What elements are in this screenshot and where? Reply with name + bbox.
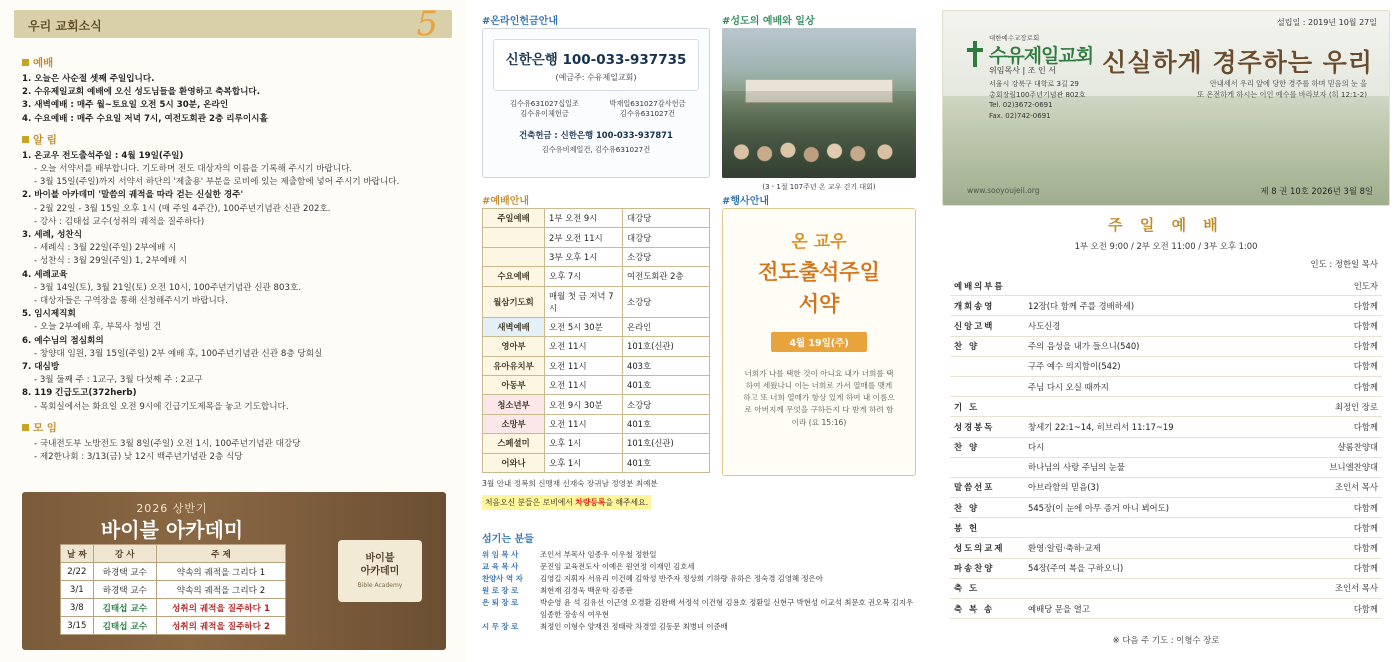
academy-cell: 성취의 궤적을 질주하다 1: [156, 599, 285, 617]
academy-row: [61, 581, 286, 599]
order-item-person: 다함께: [1296, 498, 1382, 518]
order-item-name: 예배의부름: [950, 276, 1024, 296]
servant-role: 시 무 장 로: [482, 621, 519, 631]
academy-seal-sub: Bible Academy: [357, 582, 403, 589]
news-subitem: - 목회실에서는 화요일 오전 9시에 긴급기도제목을 놓고 기도합니다.: [34, 401, 289, 412]
news-item: 2. 바이블 아카데미 '말씀의 궤적을 따라 걷는 신실한 경주': [22, 190, 244, 201]
worship-row: [483, 228, 710, 247]
notice-keyword: 차량등록: [575, 497, 606, 507]
notice-suffix: 을 해주세요.: [605, 497, 649, 507]
order-item-person: 브니엘찬양대: [1296, 457, 1382, 477]
order-item-name: 축 복 송: [950, 599, 1024, 619]
order-row: [950, 538, 1382, 558]
photo-caption: (3ㆍ1절 107주년 온 교우 걷기 대회): [762, 183, 876, 191]
servant-names: 조인서 부목사 임종우 이우철 정한일: [540, 550, 657, 559]
order-item-detail: 구주 예수 의지함이(542): [1024, 356, 1296, 376]
order-item-person: 다함께: [1296, 316, 1382, 336]
servant-role: 은 퇴 장 로: [482, 598, 519, 608]
academy-cell: 김태섭 교수: [93, 617, 156, 635]
worship-time: 오전 11시: [545, 376, 623, 395]
worship-time: 오전 9시 30분: [545, 395, 623, 414]
worship-place: 401호: [623, 453, 710, 472]
order-item-detail: 545장(이 눈에 아무 증거 아니 뵈어도): [1024, 498, 1296, 518]
order-item-detail: [1024, 518, 1296, 538]
service-leader: 인도 : 정한일 목사: [1310, 259, 1378, 269]
next-week-prayer: ※ 다음 주 기도 : 이형수 장로: [1112, 635, 1220, 645]
worship-name: [483, 247, 545, 266]
news-item: 1. 온교우 전도출석주일 : 4월 19일(주일): [22, 150, 184, 161]
church-website: www.sooyoujeil.org: [967, 186, 1040, 195]
order-row: [950, 498, 1382, 518]
order-item-name: 찬 양: [950, 498, 1024, 518]
event-date-badge: 4월 19일(주): [771, 332, 867, 352]
worship-place: 소강당: [623, 395, 710, 414]
congregation-photo: [722, 28, 916, 178]
column-order-of-service: [932, 0, 1400, 662]
news-item: 1. 오늘은 사순절 셋째 주일입니다.: [22, 74, 155, 84]
worship-row: [483, 395, 710, 414]
bible-academy-box: [22, 492, 446, 650]
news-subitem: - 3월 15일(주일)까지 서약서 하단의 '제출용' 부분을 로비에 있는 제출함에 넣어 주시기 바랍니다.: [34, 177, 400, 188]
order-item-person: 최정인 장로: [1296, 397, 1382, 417]
order-item-detail: 54장(주여 복을 구하오니): [1024, 558, 1296, 578]
news-subitem: - 제2한나회 : 3/13(금) 낮 12시 백주년기념관 2층 식당: [34, 452, 243, 463]
first-visitor-notice: [482, 495, 651, 510]
servant-names: 최현재 김경욱 백운학 김종판: [540, 586, 633, 596]
order-row: [950, 376, 1382, 396]
worship-time: 2부 오전 11시: [545, 228, 623, 247]
worship-time: 오전 5시 30분: [545, 317, 623, 336]
academy-row: [61, 617, 286, 635]
worship-row: [483, 356, 710, 375]
worship-place: 소강당: [623, 286, 710, 317]
event-line-1: 온 교우: [791, 232, 847, 252]
worship-row: [483, 267, 710, 286]
news-section-title: 예배: [22, 55, 452, 70]
notice-prefix: 처음오신 분들은 로비에서: [485, 497, 576, 507]
worship-time: 오후 1시: [545, 434, 623, 453]
worship-schedule-table: [482, 208, 710, 473]
worship-name: 주일예배: [483, 209, 545, 228]
bank-info-box: [482, 28, 710, 178]
building-fund-sub: 김수유비제일건, 김수유631027건: [541, 145, 651, 155]
worship-time: 오전 11시: [545, 414, 623, 433]
senior-pastor: 위임목사 | 조 인 서: [989, 66, 1056, 75]
order-row: [950, 316, 1382, 336]
order-item-person: 다함께: [1296, 336, 1382, 356]
event-line-2: 전도출석주일: [758, 260, 880, 284]
news-item: 8. 119 긴급도고(372herb): [22, 388, 137, 399]
academy-seal: 바이블 아카데미 Bible Academy: [338, 540, 422, 602]
worship-place: 여전도회관 2층: [623, 267, 710, 286]
order-item-person: 다함께: [1296, 558, 1382, 578]
news-item: 3. 세례, 성찬식: [22, 230, 83, 241]
order-row: [950, 558, 1382, 578]
online-offering-title: #온라인헌금안내: [482, 16, 558, 27]
servant-names: 김영길 지휘자 서유리 이건혜 김학성 반주자 정상희 기하랑 유하은 정숙경 김영혜 정은아: [540, 574, 823, 584]
order-row: [950, 599, 1382, 619]
order-item-name: 축 도: [950, 578, 1024, 598]
order-row: [950, 437, 1382, 457]
worship-time: 오전 11시: [545, 337, 623, 356]
worship-place: 대강당: [623, 209, 710, 228]
worship-name: 어와나: [483, 453, 545, 472]
news-subitem: - 강사 : 김태섭 교수(성취의 궤적을 질주하다): [34, 216, 205, 227]
academy-pre-title: 2026 상반기: [136, 502, 208, 515]
order-row: [950, 578, 1382, 598]
news-subitem: - 오늘 2부예배 후, 부목사 청빙 건: [34, 322, 162, 333]
worship-place: 101호(신관): [623, 337, 710, 356]
order-item-detail: 주님 다시 오실 때까지: [1024, 376, 1296, 396]
worship-row: [483, 414, 710, 433]
bullet-square-icon: [22, 136, 29, 143]
academy-cell: 3/15: [61, 617, 94, 635]
bank-account-card: [493, 39, 699, 91]
order-item-name: [950, 376, 1024, 396]
order-item-detail: 사도신경: [1024, 316, 1296, 336]
order-item-person: 다함께: [1296, 296, 1382, 316]
news-body: [22, 48, 452, 464]
order-item-name: 신앙고백: [950, 316, 1024, 336]
servants-section: [482, 530, 916, 633]
academy-table: [60, 544, 286, 635]
church-name: 수유제일교회: [989, 45, 1094, 67]
worship-name: 영아부: [483, 337, 545, 356]
news-subitem: - 3월 14일(토), 3월 21일(토) 오전 10시, 100주년기념관 신관 803호.: [34, 282, 301, 293]
worship-name: 수요예배: [483, 267, 545, 286]
academy-column-header: 날 짜: [61, 545, 94, 563]
order-row: [950, 336, 1382, 356]
service-times: 1부 오전 9:00 / 2부 오전 11:00 / 3부 오후 1:00: [1074, 241, 1258, 251]
news-subitem: - 대상자들은 구역장을 통해 신청해주시기 바랍니다.: [34, 296, 228, 307]
bank-account-holder: (예금주: 수유제일교회): [555, 73, 637, 82]
news-item: 5. 임시제직회: [22, 309, 76, 320]
order-row: [950, 296, 1382, 316]
order-item-name: 말씀선포: [950, 477, 1024, 497]
slogan-subtext: 안내세서 우리 앞에 당한 경주를 하며 믿음의 눈 을 또 온전하게 하시는 이인 예수를 바라보자 (히 12:1-2): [1197, 79, 1367, 99]
servant-role: 교 육 목 사: [482, 562, 519, 572]
order-item-person: 조인서 목사: [1296, 477, 1382, 497]
worship-place: 101호(신관): [623, 434, 710, 453]
academy-cell: 3/8: [61, 599, 94, 617]
worship-row: [483, 453, 710, 472]
service-title: 주 일 예 배: [1108, 216, 1224, 234]
worship-place: 401호: [623, 376, 710, 395]
order-item-person: 다함께: [1296, 356, 1382, 376]
worship-table-wrap: [482, 208, 710, 510]
worship-place: 소강당: [623, 247, 710, 266]
worship-time: 3부 오후 1시: [545, 247, 623, 266]
servants-title: 섬기는 분들: [482, 534, 534, 545]
academy-cell: 하경택 교수: [93, 563, 156, 581]
news-header-label: 우리 교회소식: [28, 19, 102, 33]
news-item: 4. 세례교육: [22, 269, 68, 280]
order-row: [950, 417, 1382, 437]
order-item-detail: 다시: [1024, 437, 1296, 457]
order-item-detail: [1024, 276, 1296, 296]
order-item-detail: 창세기 22:1~14, 히브리서 11:17~19: [1024, 417, 1296, 437]
academy-cell: 하경택 교수: [93, 581, 156, 599]
order-item-name: [950, 356, 1024, 376]
order-item-detail: 환영·알림·축하·교제: [1024, 538, 1296, 558]
order-item-detail: 12장(다 함께 주를 경배하세): [1024, 296, 1296, 316]
news-subitem: - 3월 둘째 주 : 1교구, 3월 다섯째 주 : 2교구: [34, 375, 203, 386]
news-item: 4. 수요예배 : 매주 수요일 저녁 7시, 여전도회관 2층 리루이시홀: [22, 113, 268, 124]
order-item-person: 조인서 목사: [1296, 578, 1382, 598]
servant-row: [482, 561, 916, 572]
worship-name: [483, 228, 545, 247]
worship-time: 오후 7시: [545, 267, 623, 286]
order-row: [950, 457, 1382, 477]
worship-time: 매월 첫 금 저녁 7시: [545, 286, 623, 317]
worship-row: [483, 434, 710, 453]
order-item-name: [950, 457, 1024, 477]
order-item-name: 기 도: [950, 397, 1024, 417]
academy-title: 바이블 아카데미: [100, 518, 244, 542]
worship-row: [483, 317, 710, 336]
church-slogan: 신실하게 경주하는 우리: [1102, 48, 1373, 77]
worship-name: 새벽예배: [483, 317, 545, 336]
servant-row: [482, 573, 916, 584]
bank-account-number: 신한은행 100-033-937735: [505, 52, 687, 68]
news-section-title: 알 림: [22, 132, 452, 147]
academy-row: [61, 563, 286, 581]
order-item-person: 다함께: [1296, 518, 1382, 538]
church-banner: [942, 10, 1390, 206]
worship-place: 온라인: [623, 317, 710, 336]
servant-role: 원 로 장 로: [482, 586, 519, 596]
order-row: [950, 477, 1382, 497]
academy-cell: 약속의 궤적을 그리다 2: [156, 581, 285, 599]
news-subitem: - 2월 22일 - 3월 15일 오후 1시 (매 주일 4주간), 100주년기념관 신관 202호.: [34, 203, 331, 214]
order-item-name: 개회송영: [950, 296, 1024, 316]
bank-note-right: 박재일631027감사헌금 김수유631027건: [609, 99, 686, 119]
order-row: [950, 276, 1382, 296]
news-section-title: 모 임: [22, 420, 452, 435]
servant-names: 문진임 교육전도사 이예은 원연정 이재민 김호세: [540, 562, 695, 572]
worship-name: 아동부: [483, 376, 545, 395]
order-row: [950, 397, 1382, 417]
bank-note-left: 김수유631027십일조 김수유이체헌금: [509, 99, 580, 119]
servant-role: 찬양사 역 자: [482, 574, 523, 584]
column-news: [0, 0, 466, 662]
worship-name: 소망부: [483, 414, 545, 433]
worship-row: [483, 247, 710, 266]
bullet-square-icon: [22, 59, 29, 66]
academy-row: [61, 599, 286, 617]
order-item-detail: [1024, 578, 1296, 598]
news-item: 7. 대심방: [22, 362, 60, 373]
servant-names: 최정인 이형수 양재진 정태락 차경열 김동문 최병녀 이준배: [540, 621, 728, 631]
news-subitem: - 국내전도부 노방전도 3월 8일(주일) 오전 1시, 100주년기념관 대강당: [34, 438, 301, 449]
worship-name: 스페셜미: [483, 434, 545, 453]
news-subitem: - 창양대 임원, 3월 15일(주일) 2부 예배 후, 100주년기념관 신관 8층 당회실: [34, 348, 323, 359]
established-date: 설립일 : 2019년 10월 27일: [1277, 18, 1377, 27]
order-item-detail: [1024, 397, 1296, 417]
worship-note: 3월 안내 정복희 신맹재 신재숙 장귀남 정영분 최예분: [482, 478, 658, 488]
news-item: 3. 새벽예배 : 매주 월~토요일 오전 5시 30분, 온라인: [22, 100, 229, 111]
denomination: 대한예수교장로회: [989, 34, 1040, 42]
servant-row: [482, 585, 916, 596]
issue-number: 제 8 권 10호 2026년 3월 8일: [1260, 186, 1373, 196]
photo-people: [722, 91, 916, 178]
worship-row: [483, 376, 710, 395]
academy-cell: 2/22: [61, 563, 94, 581]
worship-place: 대강당: [623, 228, 710, 247]
worship-guide-title: #예배안내: [482, 196, 530, 207]
order-item-name: 찬 양: [950, 336, 1024, 356]
event-guide-title: #행사안내: [722, 196, 770, 207]
bullet-square-icon: [22, 424, 29, 431]
event-verse: 너희가 나를 택한 것이 아니요 내가 너희를 택하여 세웠나니 이는 너희로 가서 열매를 맺게 하고 또 너희 열매가 항상 있게 하여 내 이름으로 아버지께 무엇을 구하든지 다 받게 하려 함이라 (요 15:16): [743, 369, 895, 427]
event-poster: [722, 208, 916, 476]
order-item-detail: 예배당 문을 열고: [1024, 599, 1296, 619]
worship-row: [483, 337, 710, 356]
order-item-name: 성경봉독: [950, 417, 1024, 437]
news-subitem: - 성찬식 : 3월 29일(주일) 1, 2부예배 시: [34, 256, 188, 267]
order-of-service-table: [950, 276, 1382, 619]
order-item-person: 다함께: [1296, 376, 1382, 396]
order-item-person: 샬롬찬양대: [1296, 437, 1382, 457]
news-header: [14, 4, 452, 44]
order-item-detail: 주의 음성을 내가 들으니(540): [1024, 336, 1296, 356]
order-row: [950, 356, 1382, 376]
event-line-3: 서약: [798, 292, 840, 316]
worship-time: 오후 1시: [545, 453, 623, 472]
order-item-detail: 아브라함의 믿음(3): [1024, 477, 1296, 497]
building-fund-title: 건축헌금 : 신한은행 100-033-937871: [519, 130, 673, 141]
academy-column-header: 강 사: [93, 545, 156, 563]
worship-row: [483, 286, 710, 317]
page-number: 5: [416, 4, 438, 44]
order-item-person: 다함께: [1296, 538, 1382, 558]
order-item-name: 성도의교제: [950, 538, 1024, 558]
servant-row: [482, 597, 916, 619]
order-item-person: 인도자: [1296, 276, 1382, 296]
order-row: [950, 518, 1382, 538]
worship-place: 401호: [623, 414, 710, 433]
order-item-name: 찬 양: [950, 437, 1024, 457]
news-subitem: - 세례식 : 3월 22일(주일) 2부에배 시: [34, 243, 177, 254]
order-item-person: 다함께: [1296, 417, 1382, 437]
servant-row: [482, 621, 916, 632]
academy-cell: 성취의 궤적을 질주하다 2: [156, 617, 285, 635]
news-subitem: - 오늘 서약서를 배부합니다. 기도하며 전도 대상자의 이름을 기록해 주시기 바랍니다.: [34, 164, 353, 175]
worship-name: 청소년부: [483, 395, 545, 414]
worship-time: 1부 오전 9시: [545, 209, 623, 228]
academy-cell: 3/1: [61, 581, 94, 599]
academy-cell: 김태섭 교수: [93, 599, 156, 617]
photo-section-title: #성도의 예배와 일상: [722, 16, 815, 27]
worship-name: 월삼기도회: [483, 286, 545, 317]
order-item-detail: 하나님의 사랑 주님의 눈물: [1024, 457, 1296, 477]
order-item-person: 다함께: [1296, 599, 1382, 619]
column-info: [466, 0, 932, 662]
academy-column-header: 주 제: [156, 545, 285, 563]
worship-time: 오전 11시: [545, 356, 623, 375]
worship-name: 유아유치부: [483, 356, 545, 375]
order-item-name: 봉 헌: [950, 518, 1024, 538]
cross-icon: [967, 41, 983, 67]
news-item: 6. 예수님의 점심회의: [22, 335, 104, 346]
academy-cell: 약속의 궤적을 그리다 1: [156, 563, 285, 581]
servant-names: 박순영 윤 석 김유선 이근영 오경환 김완배 서정석 이건형 김용호 정환일 신현구 박현성 이교석 최문호 권오복 김지우 임종한 장송식 여우현: [540, 598, 914, 619]
servant-row: [482, 549, 916, 560]
news-item: 2. 수유제일교회 예배에 오신 성도님들을 환영하고 축복합니다.: [22, 87, 261, 98]
church-address: 서울시 강북구 대학로 3길 29 총회장림100주년기념관 802호 Tel. 02)3672-0691 Fax. 02)742-0691: [989, 80, 1086, 120]
worship-row: [483, 209, 710, 228]
order-item-name: 파송찬양: [950, 558, 1024, 578]
worship-place: 403호: [623, 356, 710, 375]
servant-role: 위 임 목 사: [482, 550, 519, 559]
